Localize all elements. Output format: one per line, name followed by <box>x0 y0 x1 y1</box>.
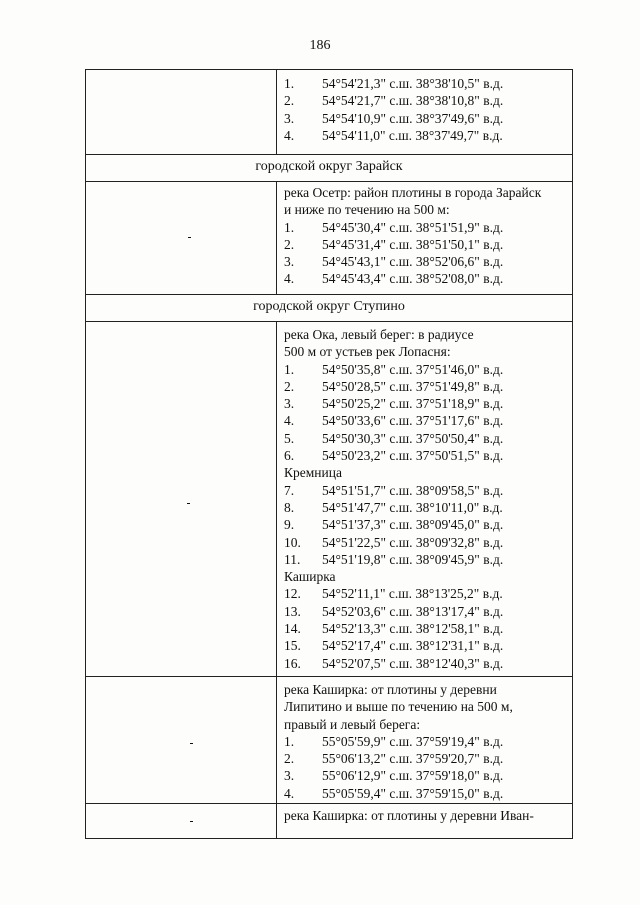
point-number: 11. <box>284 551 301 567</box>
point-number: 10. <box>284 534 301 550</box>
coordinate-point <box>284 620 503 637</box>
point-coordinates: 54°54'11,0" с.ш. 38°37'49,7" в.д. <box>322 127 503 143</box>
point-number: 4. <box>284 127 295 143</box>
point-coordinates: 54°50'23,2" с.ш. 37°50'51,5" в.д. <box>322 448 504 464</box>
coordinate-point <box>284 447 503 464</box>
point-coordinates: 54°50'25,2" с.ш. 37°51'18,9" в.д. <box>322 396 504 412</box>
table-border-bottom <box>85 838 573 839</box>
row-divider <box>85 676 573 677</box>
point-number: 3. <box>284 396 295 412</box>
left-column-dash <box>188 237 191 238</box>
point-coordinates: 54°52'03,6" с.ш. 38°13'17,4" в.д. <box>322 603 504 619</box>
locality-heading: Кремница <box>284 465 342 481</box>
column-divider <box>276 69 277 155</box>
point-number: 1. <box>284 733 295 749</box>
coordinate-point <box>284 767 513 784</box>
point-number: 1. <box>284 361 295 377</box>
coordinate-point <box>284 516 503 533</box>
river-description: река Ока, левый берег: в радиусе <box>284 327 474 342</box>
coordinate-point <box>284 603 503 620</box>
point-coordinates: 54°52'11,1" с.ш. 38°13'25,2" в.д. <box>322 586 503 602</box>
point-coordinates: 54°45'31,4" с.ш. 38°51'50,1" в.д. <box>322 236 504 252</box>
point-coordinates: 54°50'35,8" с.ш. 37°51'46,0" в.д. <box>322 361 504 377</box>
coordinate-point <box>284 127 503 144</box>
table-border-left <box>85 69 86 839</box>
cell-row1 <box>284 75 503 144</box>
point-coordinates: 54°45'30,4" с.ш. 38°51'51,9" в.д. <box>322 219 504 235</box>
point-coordinates: 54°51'19,8" с.ш. 38°09'45,9" в.д. <box>322 551 504 567</box>
point-coordinates: 54°52'17,4" с.ш. 38°12'31,1" в.д. <box>322 638 504 654</box>
coordinate-point <box>284 430 503 447</box>
row-divider <box>85 803 573 804</box>
coordinate-point <box>284 219 541 236</box>
point-number: 12. <box>284 586 301 602</box>
point-coordinates: 55°06'13,2" с.ш. 37°59'20,7" в.д. <box>322 751 504 767</box>
point-number: 7. <box>284 482 295 498</box>
coordinate-point <box>284 534 503 551</box>
point-number: 16. <box>284 655 301 671</box>
coordinate-point <box>284 750 513 767</box>
column-divider <box>276 321 277 839</box>
point-number: 2. <box>284 236 295 252</box>
point-number: 5. <box>284 430 295 446</box>
point-number: 9. <box>284 517 295 533</box>
row-divider <box>85 294 573 295</box>
point-number: 3. <box>284 254 295 270</box>
locality-heading: Каширка <box>284 569 336 585</box>
point-coordinates: 54°50'28,5" с.ш. 37°51'49,8" в.д. <box>322 378 504 394</box>
point-number: 8. <box>284 499 295 515</box>
river-description: правый и левый берега: <box>284 716 421 732</box>
cell-row2 <box>284 184 541 288</box>
point-number: 2. <box>284 378 295 394</box>
coordinate-point <box>284 585 503 602</box>
point-number: 6. <box>284 448 295 464</box>
point-number: 1. <box>284 76 295 91</box>
point-coordinates: 54°51'47,7" с.ш. 38°10'11,0" в.д. <box>322 499 503 515</box>
row-divider <box>85 321 573 322</box>
river-description: река Осетр: район плотины в города Зарайск <box>284 185 542 200</box>
point-number: 14. <box>284 621 301 637</box>
coordinate-point <box>284 75 503 92</box>
point-number: 4. <box>284 413 295 429</box>
point-coordinates: 54°52'07,5" с.ш. 38°12'40,3" в.д. <box>322 655 504 671</box>
point-coordinates: 54°54'21,3" с.ш. 38°38'10,5" в.д. <box>322 76 504 91</box>
coordinate-point <box>284 270 541 287</box>
river-description: река Каширка: от плотины у деревни <box>284 682 497 697</box>
coordinate-point <box>284 637 503 654</box>
coordinate-point <box>284 785 513 802</box>
point-coordinates: 54°54'10,9" с.ш. 38°37'49,6" в.д. <box>322 110 504 126</box>
point-coordinates: 54°45'43,4" с.ш. 38°52'08,0" в.д. <box>322 271 504 287</box>
point-number: 4. <box>284 271 295 287</box>
coordinate-point <box>284 412 503 429</box>
coordinate-point <box>284 733 513 750</box>
point-coordinates: 54°51'22,5" с.ш. 38°09'32,8" в.д. <box>322 534 504 550</box>
coordinate-point <box>284 110 503 127</box>
section-header-stupino: городской округ Ступино <box>253 299 405 314</box>
point-coordinates: 55°06'12,9" с.ш. 37°59'18,0" в.д. <box>322 768 504 784</box>
coordinate-point <box>284 236 541 253</box>
coordinate-point <box>284 253 541 270</box>
point-coordinates: 54°50'30,3" с.ш. 37°50'50,4" в.д. <box>322 430 504 446</box>
point-number: 2. <box>284 93 295 109</box>
river-description: река Каширка: от плотины у деревни Иван- <box>284 808 534 823</box>
point-coordinates: 55°05'59,9" с.ш. 37°59'19,4" в.д. <box>322 733 504 749</box>
column-divider <box>276 181 277 295</box>
coordinate-point <box>284 361 503 378</box>
river-description: 500 м от устьев рек Лопасня: <box>284 344 451 360</box>
cell-row3 <box>284 326 503 672</box>
coordinate-point <box>284 395 503 412</box>
left-column-dash <box>190 743 193 744</box>
point-coordinates: 54°50'33,6" с.ш. 37°51'17,6" в.д. <box>322 413 504 429</box>
point-number: 4. <box>284 785 295 801</box>
left-column-dash <box>190 821 193 822</box>
row-divider <box>85 181 573 182</box>
point-coordinates: 55°05'59,4" с.ш. 37°59'15,0" в.д. <box>322 785 504 801</box>
coordinate-point <box>284 499 503 516</box>
section-header-zaraysk: городской округ Зарайск <box>255 159 403 174</box>
coordinate-point <box>284 92 503 109</box>
table-border-top <box>85 69 573 70</box>
river-description: и ниже по течению на 500 м: <box>284 202 450 218</box>
coordinate-point <box>284 655 503 672</box>
coordinate-point <box>284 378 503 395</box>
point-number: 3. <box>284 110 295 126</box>
point-number: 15. <box>284 638 301 654</box>
point-coordinates: 54°54'21,7" с.ш. 38°38'10,8" в.д. <box>322 93 504 109</box>
river-description: Липитино и выше по течению на 500 м, <box>284 699 513 715</box>
cell-row5 <box>284 807 534 824</box>
cell-row4 <box>284 681 513 802</box>
point-coordinates: 54°51'37,3" с.ш. 38°09'45,0" в.д. <box>322 517 504 533</box>
coordinate-point <box>284 482 503 499</box>
page-number: 186 <box>309 38 331 53</box>
table-border-right <box>572 69 573 839</box>
point-coordinates: 54°52'13,3" с.ш. 38°12'58,1" в.д. <box>322 621 504 637</box>
left-column-dash <box>187 503 190 504</box>
point-number: 1. <box>284 219 295 235</box>
coordinate-point <box>284 551 503 568</box>
row-divider <box>85 154 573 155</box>
point-number: 13. <box>284 603 301 619</box>
point-coordinates: 54°51'51,7" с.ш. 38°09'58,5" в.д. <box>322 482 504 498</box>
point-number: 2. <box>284 751 295 767</box>
point-coordinates: 54°45'43,1" с.ш. 38°52'06,6" в.д. <box>322 254 504 270</box>
coordinates-table <box>85 69 573 839</box>
point-number: 3. <box>284 768 295 784</box>
